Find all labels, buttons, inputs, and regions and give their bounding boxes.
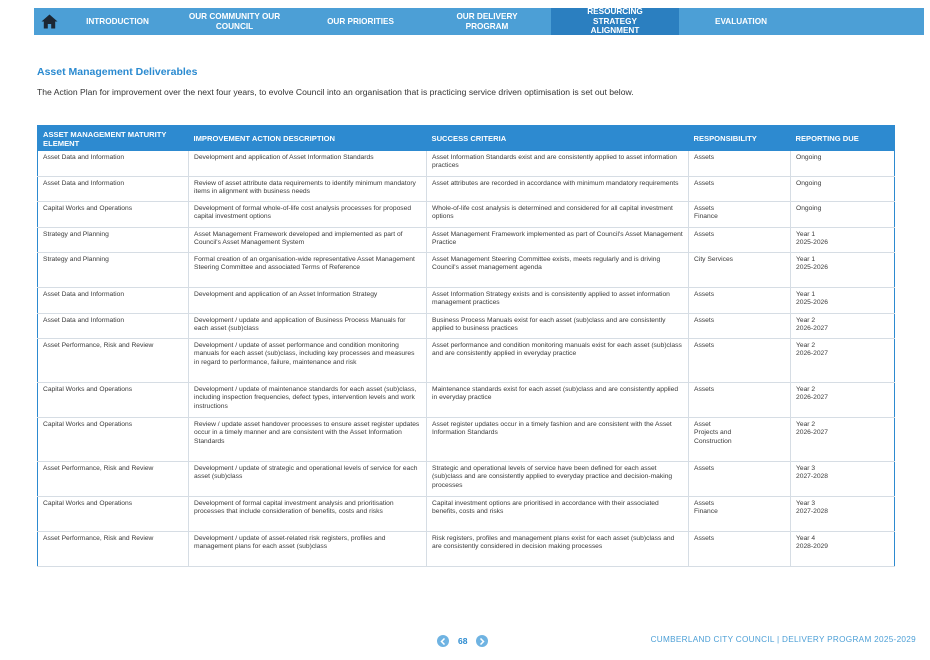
table-row (38, 227, 895, 253)
cell-element: Strategy and Planning (38, 253, 189, 288)
cell-action: Development of formal whole-of-life cost analysis processes for proposed capital investment options (189, 202, 427, 228)
home-icon (41, 14, 58, 29)
cell-criteria: Whole-of-life cost analysis is determined and considered for all capital investment options (427, 202, 689, 228)
cell-responsibility: Assets Finance (689, 497, 791, 532)
page-title: Asset Management Deliverables (37, 66, 198, 78)
nav-evaluation[interactable]: EVALUATION (714, 16, 767, 26)
table-row (38, 176, 895, 202)
next-page-button[interactable] (476, 635, 488, 647)
cell-element: Asset Data and Information (38, 288, 189, 314)
cell-criteria: Asset performance and condition monitoring manuals exist for each asset (sub)class and are consistently applied in everyday practice (427, 339, 689, 383)
table-row (38, 462, 895, 497)
cell-responsibility: Assets (689, 288, 791, 314)
nav-our-priorities[interactable]: OUR PRIORITIES (327, 16, 394, 26)
cell-responsibility: Assets Finance (689, 202, 791, 228)
cell-responsibility: Assets (689, 151, 791, 176)
cell-reporting-due: Year 4 2028-2029 (791, 532, 895, 567)
header-improvement-action: IMPROVEMENT ACTION DESCRIPTION (189, 126, 427, 152)
cell-action: Development of formal capital investment analysis and prioritisation processes that include consideration of benefits, costs and risks (189, 497, 427, 532)
nav-our-delivery-program[interactable]: OUR DELIVERY PROGRAM (456, 12, 518, 31)
cell-action: Development / update and application of Business Process Manuals for each asset (sub)class (189, 313, 427, 339)
table-row (38, 497, 895, 532)
cell-element: Asset Data and Information (38, 313, 189, 339)
cell-responsibility: Assets (689, 532, 791, 567)
nav-resourcing-strategy-alignment[interactable]: RESOURCING STRATEGY ALIGNMENT (551, 8, 679, 35)
cell-criteria: Asset Management Steering Committee exists, meets regularly and is driving Council's asset management agenda (427, 253, 689, 288)
cell-criteria: Asset Management Framework implemented as part of Council's Asset Management Practice (427, 227, 689, 253)
cell-criteria: Asset Information Strategy exists and is consistently applied to asset information management practices (427, 288, 689, 314)
cell-responsibility: City Services (689, 253, 791, 288)
cell-element: Capital Works and Operations (38, 418, 189, 462)
table-row (38, 313, 895, 339)
cell-element: Capital Works and Operations (38, 383, 189, 418)
cell-action: Development / update of strategic and operational levels of service for each asset (sub)class (189, 462, 427, 497)
cell-reporting-due: Ongoing (791, 151, 895, 176)
cell-responsibility: Assets (689, 462, 791, 497)
cell-action: Development and application of an Asset Information Strategy (189, 288, 427, 314)
header-reporting-due: REPORTING DUE (791, 126, 895, 152)
cell-criteria: Risk registers, profiles and management plans exist for each asset (sub)class and are consistently considered in decision making processes (427, 532, 689, 567)
cell-criteria: Business Process Manuals exist for each asset (sub)class and are consistently applied to business practices (427, 313, 689, 339)
cell-action: Development and application of Asset Information Standards (189, 151, 427, 176)
cell-element: Capital Works and Operations (38, 497, 189, 532)
intro-paragraph: The Action Plan for improvement over the next four years, to evolve Council into an organisation that is practicing service driven optimisation is set out below. (37, 87, 634, 97)
cell-criteria: Maintenance standards exist for each asset (sub)class and are consistently applied in everyday practice (427, 383, 689, 418)
table-row (38, 383, 895, 418)
cell-action: Asset Management Framework developed and implemented as part of Council's Asset Management System (189, 227, 427, 253)
cell-element: Asset Performance, Risk and Review (38, 339, 189, 383)
cell-reporting-due: Year 1 2025-2026 (791, 227, 895, 253)
cell-responsibility: Assets (689, 339, 791, 383)
cell-action: Review / update asset handover processes to ensure asset register updates occur in a timely manner and are consistent with the Asset Information Standards (189, 418, 427, 462)
cell-criteria: Strategic and operational levels of service have been defined for each asset (sub)class and are consistently applied to everyday practice and decision-making processes (427, 462, 689, 497)
cell-reporting-due: Year 2 2026-2027 (791, 418, 895, 462)
cell-action: Development / update of asset-related risk registers, profiles and management plans for each asset (sub)class (189, 532, 427, 567)
cell-reporting-due: Year 2 2026-2027 (791, 383, 895, 418)
top-navigation (34, 8, 924, 35)
table-row (38, 151, 895, 176)
cell-responsibility: Assets (689, 227, 791, 253)
cell-criteria: Asset register updates occur in a timely fashion and are consistent with the Asset Information Standards (427, 418, 689, 462)
header-success-criteria: SUCCESS CRITERIA (427, 126, 689, 152)
cell-responsibility: Assets (689, 176, 791, 202)
header-responsibility: RESPONSIBILITY (689, 126, 791, 152)
footer-document-title: CUMBERLAND CITY COUNCIL | DELIVERY PROGRAM 2025-2029 (650, 635, 916, 644)
deliverables-table (37, 125, 895, 567)
cell-action: Development / update of asset performance and condition monitoring manuals for each asset (sub)class, including key processes and measures in regard to performance, failure, maintenance and risk (189, 339, 427, 383)
page-number: 68 (458, 636, 468, 646)
cell-reporting-due: Ongoing (791, 202, 895, 228)
table-row (38, 202, 895, 228)
cell-reporting-due: Year 2 2026-2027 (791, 313, 895, 339)
table-row (38, 418, 895, 462)
cell-reporting-due: Year 2 2026-2027 (791, 339, 895, 383)
cell-reporting-due: Year 3 2027-2028 (791, 462, 895, 497)
chevron-left-icon (440, 638, 446, 645)
cell-element: Asset Data and Information (38, 151, 189, 176)
cell-criteria: Asset attributes are recorded in accordance with minimum mandatory requirements (427, 176, 689, 202)
cell-element: Asset Performance, Risk and Review (38, 532, 189, 567)
cell-responsibility: Assets (689, 313, 791, 339)
table-row (38, 532, 895, 567)
cell-criteria: Asset Information Standards exist and are consistently applied to asset information practices (427, 151, 689, 176)
chevron-right-icon (479, 638, 485, 645)
nav-introduction[interactable]: INTRODUCTION (86, 16, 149, 26)
cell-action: Formal creation of an organisation-wide representative Asset Management Steering Committee and associated Terms of Reference (189, 253, 427, 288)
cell-element: Capital Works and Operations (38, 202, 189, 228)
table-header-row (38, 126, 895, 152)
table-row (38, 339, 895, 383)
cell-reporting-due: Year 3 2027-2028 (791, 497, 895, 532)
cell-element: Strategy and Planning (38, 227, 189, 253)
header-maturity-element: ASSET MANAGEMENT MATURITY ELEMENT (38, 126, 189, 152)
cell-action: Review of asset attribute data requirements to identify minimum mandatory items in alignment with business needs (189, 176, 427, 202)
cell-reporting-due: Year 1 2025-2026 (791, 288, 895, 314)
cell-responsibility: Assets (689, 383, 791, 418)
nav-our-community-our-council[interactable]: OUR COMMUNITY OUR COUNCIL (188, 12, 281, 31)
cell-criteria: Capital investment options are prioritised in accordance with their associated benefits, costs and risks (427, 497, 689, 532)
cell-element: Asset Data and Information (38, 176, 189, 202)
table-row (38, 288, 895, 314)
cell-reporting-due: Year 1 2025-2026 (791, 253, 895, 288)
previous-page-button[interactable] (437, 635, 449, 647)
page-navigation (437, 635, 488, 647)
cell-action: Development / update of maintenance standards for each asset (sub)class, including inspection frequencies, defect types, intervention levels and work instructions (189, 383, 427, 418)
home-button[interactable] (34, 8, 64, 35)
cell-element: Asset Performance, Risk and Review (38, 462, 189, 497)
cell-reporting-due: Ongoing (791, 176, 895, 202)
cell-responsibility: Asset Projects and Construction (689, 418, 791, 462)
table-row (38, 253, 895, 288)
